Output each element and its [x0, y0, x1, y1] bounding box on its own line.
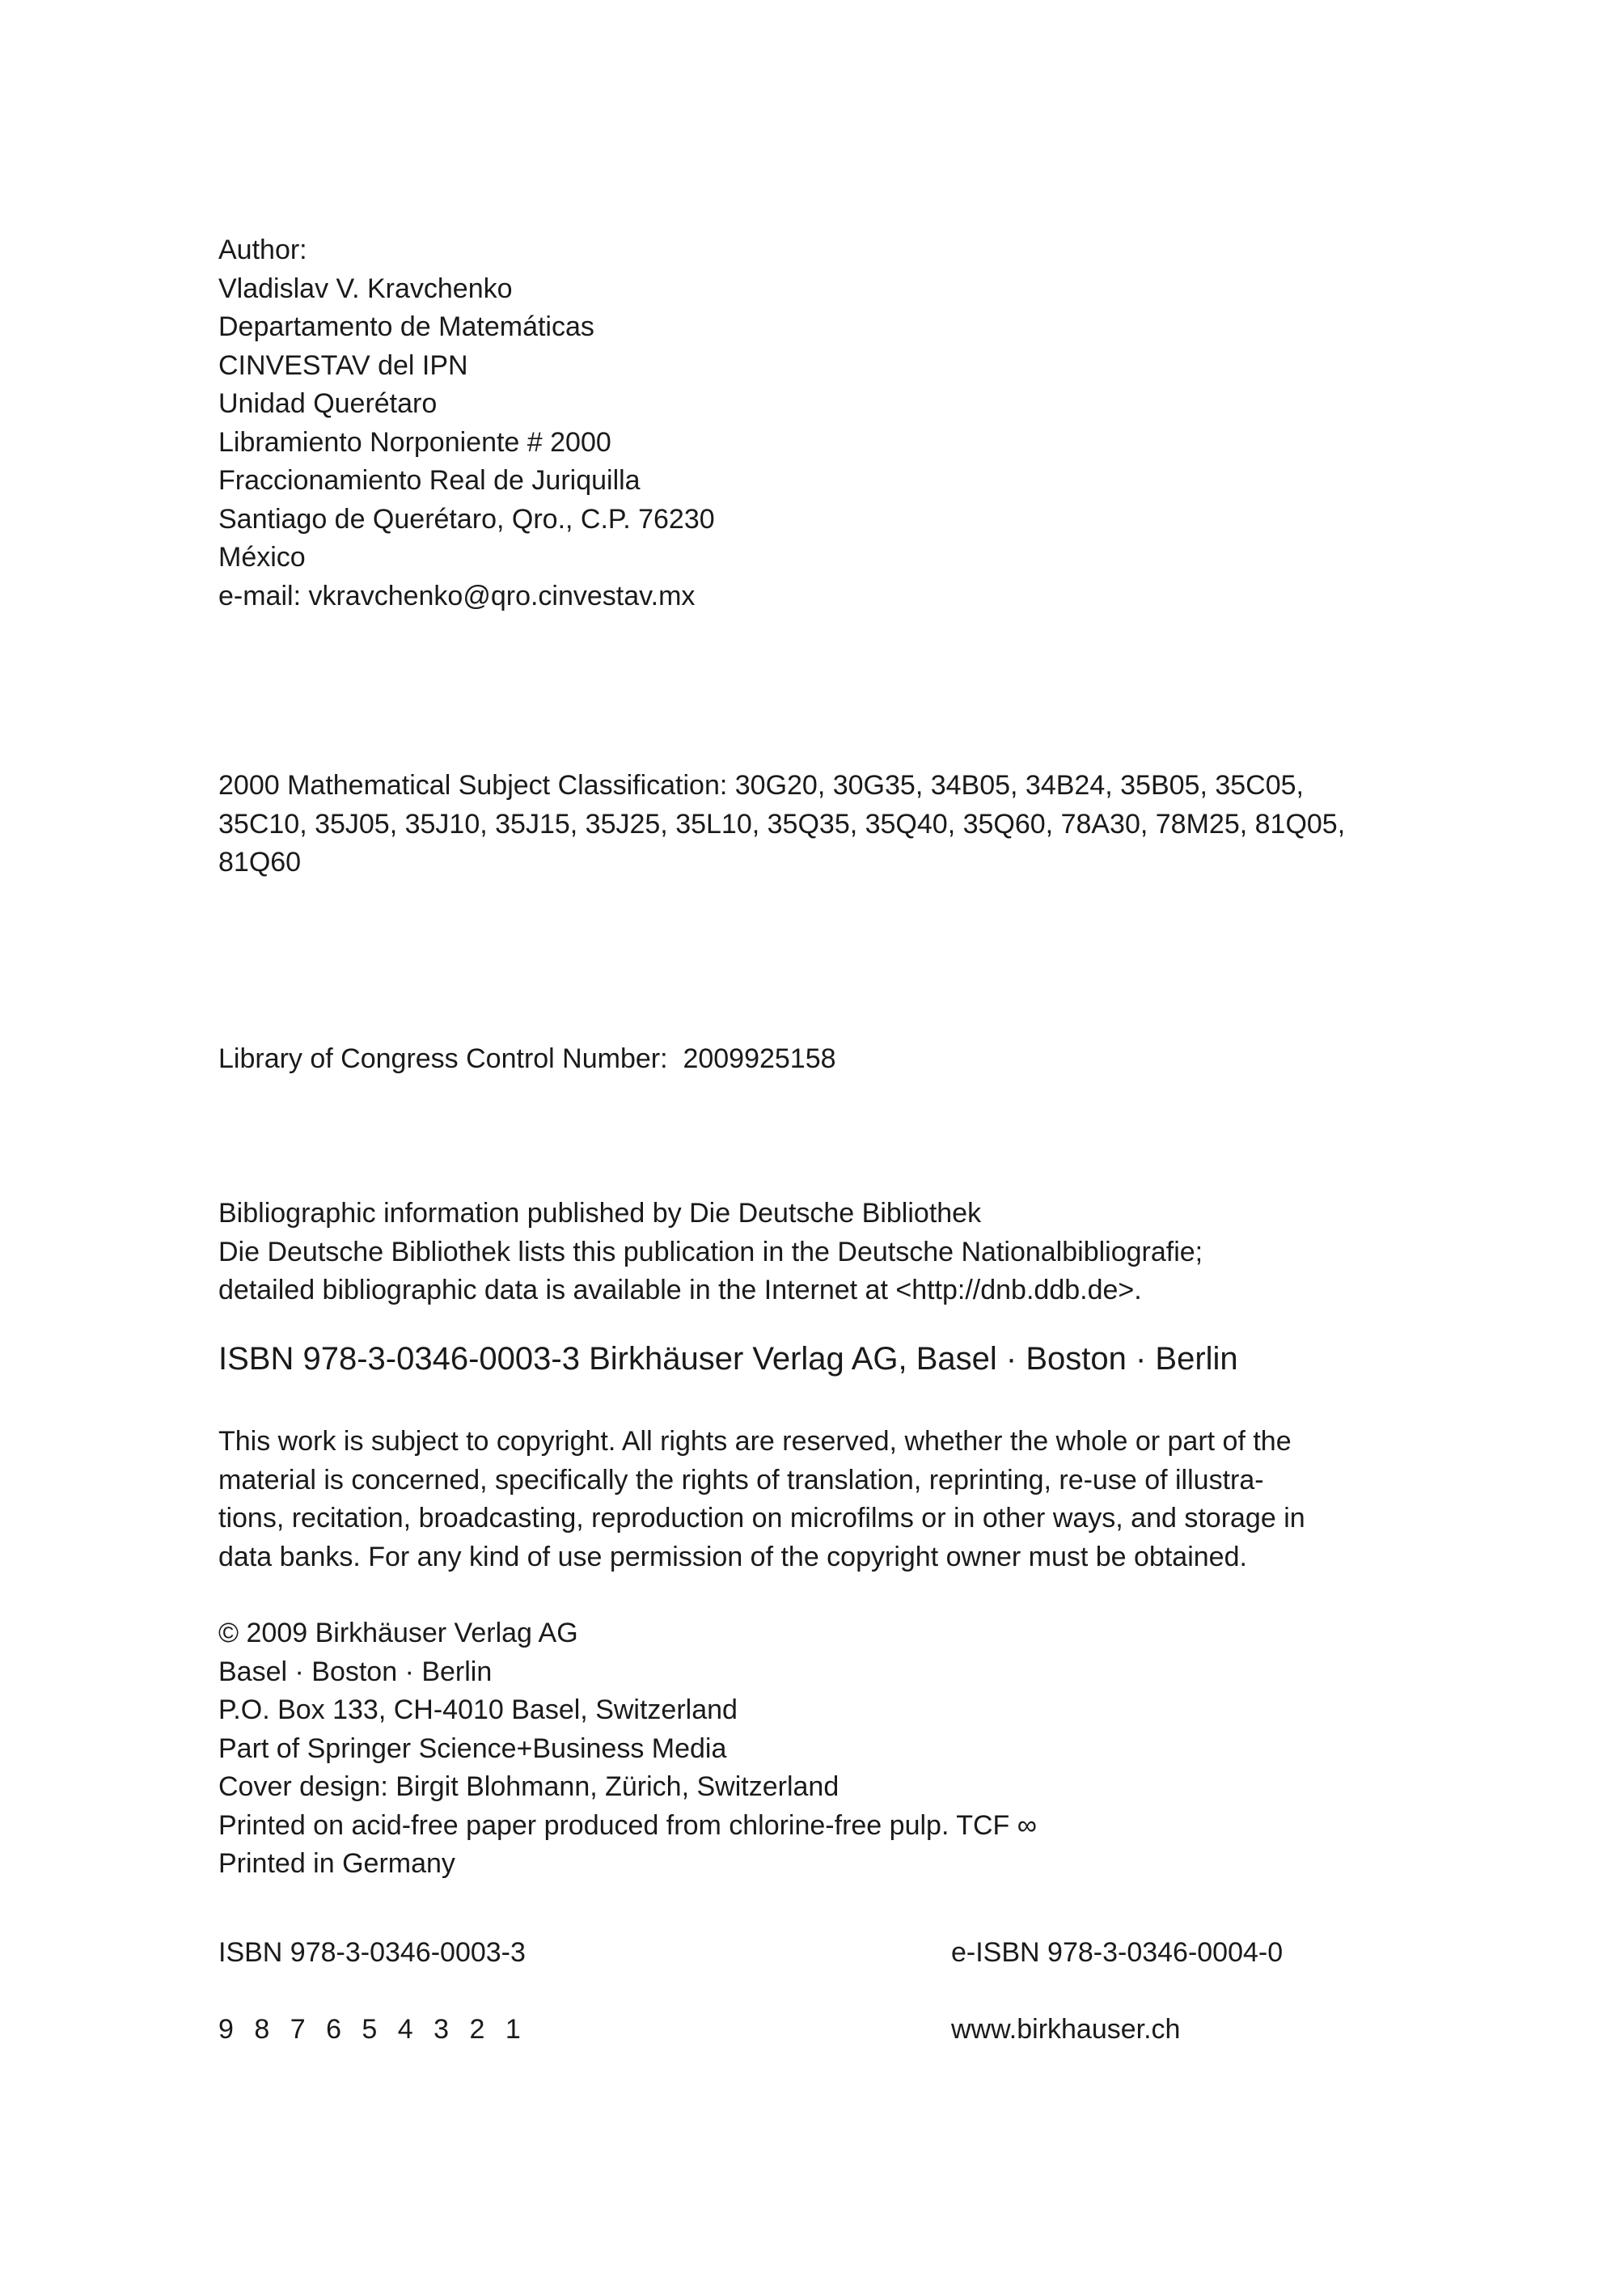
copyright-notice-line: material is concerned, specifically the rights of translation, reprinting, re-use of illustra-: [218, 1464, 1264, 1496]
copyright-notice-line: This work is subject to copyright. All rights are reserved, whether the whole or part of the: [218, 1426, 1292, 1457]
bibliographic-information: [218, 1195, 1432, 1310]
author-street: Libramiento Norponiente # 2000: [218, 426, 611, 458]
subject-classification: [218, 767, 1407, 882]
paper-statement: Printed on acid-free paper produced from chlorine-free pulp. TCF ∞: [218, 1809, 1037, 1841]
lccn-block: [218, 1040, 1432, 1079]
classification-line: 2000 Mathematical Subject Classification: 30G20, 30G35, 34B05, 34B24, 35B05, 35C05,: [218, 770, 1304, 801]
author-country: México: [218, 542, 306, 573]
isbn-electronic: e-ISBN 978-3-0346-0004-0: [951, 1937, 1284, 1968]
print-run-numbers: 9 8 7 6 5 4 3 2 1: [218, 2014, 527, 2045]
author-district: Fraccionamiento Real de Juriquilla: [218, 465, 641, 496]
isbn-print: ISBN 978-3-0346-0003-3: [218, 1937, 526, 1968]
publisher-website: www.birkhauser.ch: [951, 2014, 1181, 2045]
bibliographic-line: Die Deutsche Bibliothek lists this publication in the Deutsche Nationalbibliografie;: [218, 1236, 1203, 1267]
publisher-locations: Basel · Boston · Berlin: [218, 1656, 493, 1687]
copyright-line: © 2009 Birkhäuser Verlag AG: [218, 1618, 578, 1648]
bibliographic-line: Bibliographic information published by Die Deutsche Bibliothek: [218, 1198, 982, 1229]
classification-line: 81Q60: [218, 847, 302, 878]
lccn-line: Library of Congress Control Number: 2009925158: [218, 1043, 836, 1074]
copyright-notice-line: data banks. For any kind of use permission of the copyright owner must be obtained.: [218, 1541, 1247, 1572]
cover-design-credit: Cover design: Birgit Blohmann, Zürich, Switzerland: [218, 1771, 839, 1802]
publisher-parent: Part of Springer Science+Business Media: [218, 1732, 727, 1764]
isbn-publisher-headline: ISBN 978-3-0346-0003-3 Birkhäuser Verlag AG, Basel · Boston · Berlin: [218, 1341, 1238, 1377]
author-unit: Unidad Querétaro: [218, 388, 438, 419]
author-name: Vladislav V. Kravchenko: [218, 273, 513, 304]
author-address-block: [218, 231, 1432, 616]
publisher-address: P.O. Box 133, CH-4010 Basel, Switzerland: [218, 1694, 738, 1725]
author-email: e-mail: vkravchenko@qro.cinvestav.mx: [218, 580, 696, 611]
classification-line: 35C10, 35J05, 35J10, 35J15, 35J25, 35L10, 35Q35, 35Q40, 35Q60, 78A30, 78M25, 81Q05,: [218, 808, 1346, 840]
imprint-block: [218, 1614, 1432, 1884]
printed-in: Printed in Germany: [218, 1848, 455, 1879]
author-label: Author:: [218, 235, 307, 265]
author-department: Departamento de Matemáticas: [218, 311, 594, 342]
author-institution: CINVESTAV del IPN: [218, 349, 468, 381]
bibliographic-line: detailed bibliographic data is available in the Internet at <http://dnb.ddb.de>.: [218, 1275, 1142, 1305]
author-city: Santiago de Querétaro, Qro., C.P. 76230: [218, 503, 715, 535]
copyright-notice-line: tions, recitation, broadcasting, reproduction on microfilms or in other ways, and storage in: [218, 1503, 1305, 1534]
copyright-notice: [218, 1423, 1415, 1576]
